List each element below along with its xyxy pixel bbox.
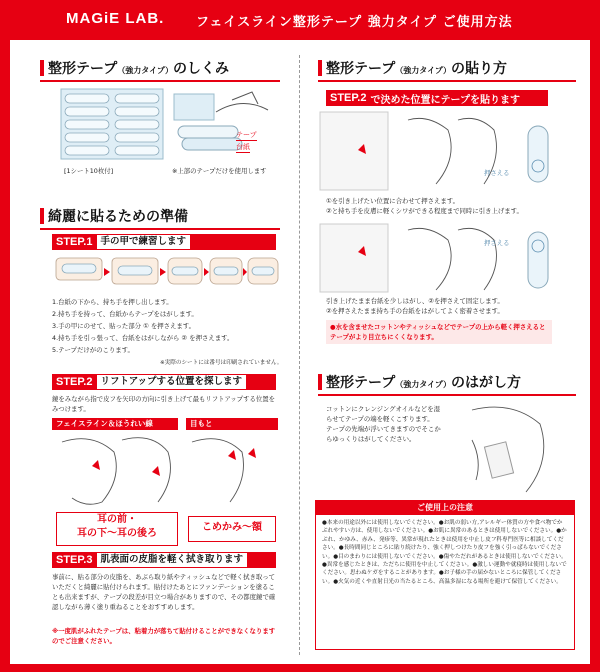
column-divider [299, 55, 300, 655]
step3-note: ※一度肌がふれたテープは、粘着力が落ちて貼付けることができなくなりますのでご注意ください。 [52, 627, 276, 645]
step2-number: STEP.2 [56, 376, 93, 388]
section-marker [318, 60, 322, 76]
press-label-1: 押さえる [484, 169, 510, 177]
apply-step-text: で決めた位置にテープを貼ります [370, 94, 520, 106]
step3-number: STEP.3 [56, 554, 93, 566]
step2-description: 鏡をみながら指で皮フを矢印の方向に引き上げて最もリフトアップする位置をみつけます。 [52, 395, 276, 413]
usage-caution-box [315, 500, 575, 650]
tab-faceline: フェイスライン＆ほうれい線 [52, 418, 178, 430]
caution-title: ご使用上の注意 [316, 501, 574, 515]
step3-header [52, 552, 276, 568]
tape-label: テープ [236, 131, 257, 139]
apply-step-number: STEP.2 [330, 92, 367, 104]
step2-text: リフトアップする位置を探します [97, 375, 247, 389]
apply-illustration-1 [318, 110, 576, 192]
step1-hand-illustration [54, 254, 280, 290]
step1-number: STEP.1 [56, 236, 93, 248]
section-title-removal: 整形テープ（強力タイプ）のはがし方 [326, 375, 521, 391]
base-label: 台紙 [236, 143, 250, 151]
press-label-2: 押さえる [484, 239, 510, 247]
apply-instructions-1: ①を引き上げたい位置に合わせて押さえます。 ②と持ち手を皮膚に軽くシワができる程度まで同時に引き上げます。 [326, 197, 523, 215]
header [0, 0, 600, 40]
step2-header [52, 374, 276, 390]
section-underline [40, 228, 280, 230]
section-underline [40, 80, 280, 82]
apply-step-header [326, 90, 548, 106]
step2-face-illustration [52, 432, 280, 510]
sheet-caption: [1シート10枚付] [64, 167, 114, 175]
section-title-preparation: 綺麗に貼るための準備 [48, 209, 188, 225]
caution-text: ●本来の用途以外には使用しないでください。●お肌の弱い方,アレルギー体質の方や食べ物でかぶれやすい方は、使用しないでください。●お肌に異常のあるときは使用しないでください。●かぶれ、かゆみ、赤み、発疹等、異常が現れたときは使用を中止し皮フ科専門医等に相談してください。●長時間同じところに貼り続けたり、強く押しつけたり皮フを強く引っぱらないでください。●目のまわりには使用しないでください。●傷やただれがあるときは使用しないでください。●異常を感じたときは、ただちに使用を中止してください。●激しい運動や就寝時は使用しないでください。思わぬケガをすることがあります。●お子様の手の届かないところに保管してください。●火気の近くや直射日光の当たるところ、高温多湿になる場所を避けて保管してください。 [322, 520, 567, 585]
removal-illustration [452, 400, 572, 496]
tape-sheet-illustration [60, 88, 164, 160]
section-marker [40, 208, 44, 224]
apply-tip: ●水を含ませたコットンやティッシュなどでテープの上から軽く押さえるとテープがより目立ちにくくなります。 [326, 320, 552, 344]
section-underline [318, 394, 576, 396]
position-box-temple: こめかみ〜額 [188, 516, 276, 542]
apply-illustration-2 [318, 222, 576, 294]
brand-logo: MAGiE LAB. [66, 10, 165, 27]
section-title-application: 整形テープ（強力タイプ）の貼り方 [326, 61, 507, 77]
position-box-ear: 耳の前・ 耳の下〜耳の後ろ [56, 512, 178, 546]
section-marker [318, 374, 322, 390]
section-marker [40, 60, 44, 76]
step1-note: ※実際のシートには番号は印刷されていません。 [160, 360, 283, 366]
removal-instructions: コットンにクレンジングオイルなどを湿らせてテープの端を軽くこすります。 テープの先端が浮いてきますのでそこからゆっくりはがしてください。 [326, 405, 441, 443]
tab-eyes: 目もと [186, 418, 278, 430]
step1-header [52, 234, 276, 250]
step3-description: 事前に、貼る部分の皮脂を、あぶら取り紙やティッシュなどで軽く拭き取っていただくと綺麗に貼付けられます。貼付けたあとにファンデーションを塗ることも出来ますが、テープの段差が目立つ場合がありますので、その都度鏡で確認しながら薄く塗り重ねることをおすすめします。 [52, 573, 276, 611]
tape-layers-illustration [172, 88, 282, 162]
section-title-structure: 整形テープ（強力タイプ）のしくみ [48, 61, 229, 77]
apply-instructions-2: 引き上げたまま台紙を少しはがし、②を押さえて固定します。 ②を押さえたまま持ち手の台紙をはがしてよく密着させます。 [326, 297, 504, 315]
step1-instructions: 1.台紙の下から、持ち手を押し出します。 2.持ち手を持って、台紙からテープをはがします。 3.手の甲にのせて、貼った部分 ① を押さえます。 4.持ち手を引っ張って、台紙をはがしながら ② を押さえます。 5.テープだけがのこります。 [52, 298, 234, 354]
section-underline [318, 80, 576, 82]
page-title: フェイスライン整形テープ 強力タイプ ご使用方法 [196, 15, 513, 30]
step3-text: 肌表面の皮脂を軽く拭き取ります [97, 553, 248, 567]
step1-text: 手の甲で練習します [97, 235, 191, 249]
use-note: ※上部のテープだけを使用します [172, 167, 267, 175]
